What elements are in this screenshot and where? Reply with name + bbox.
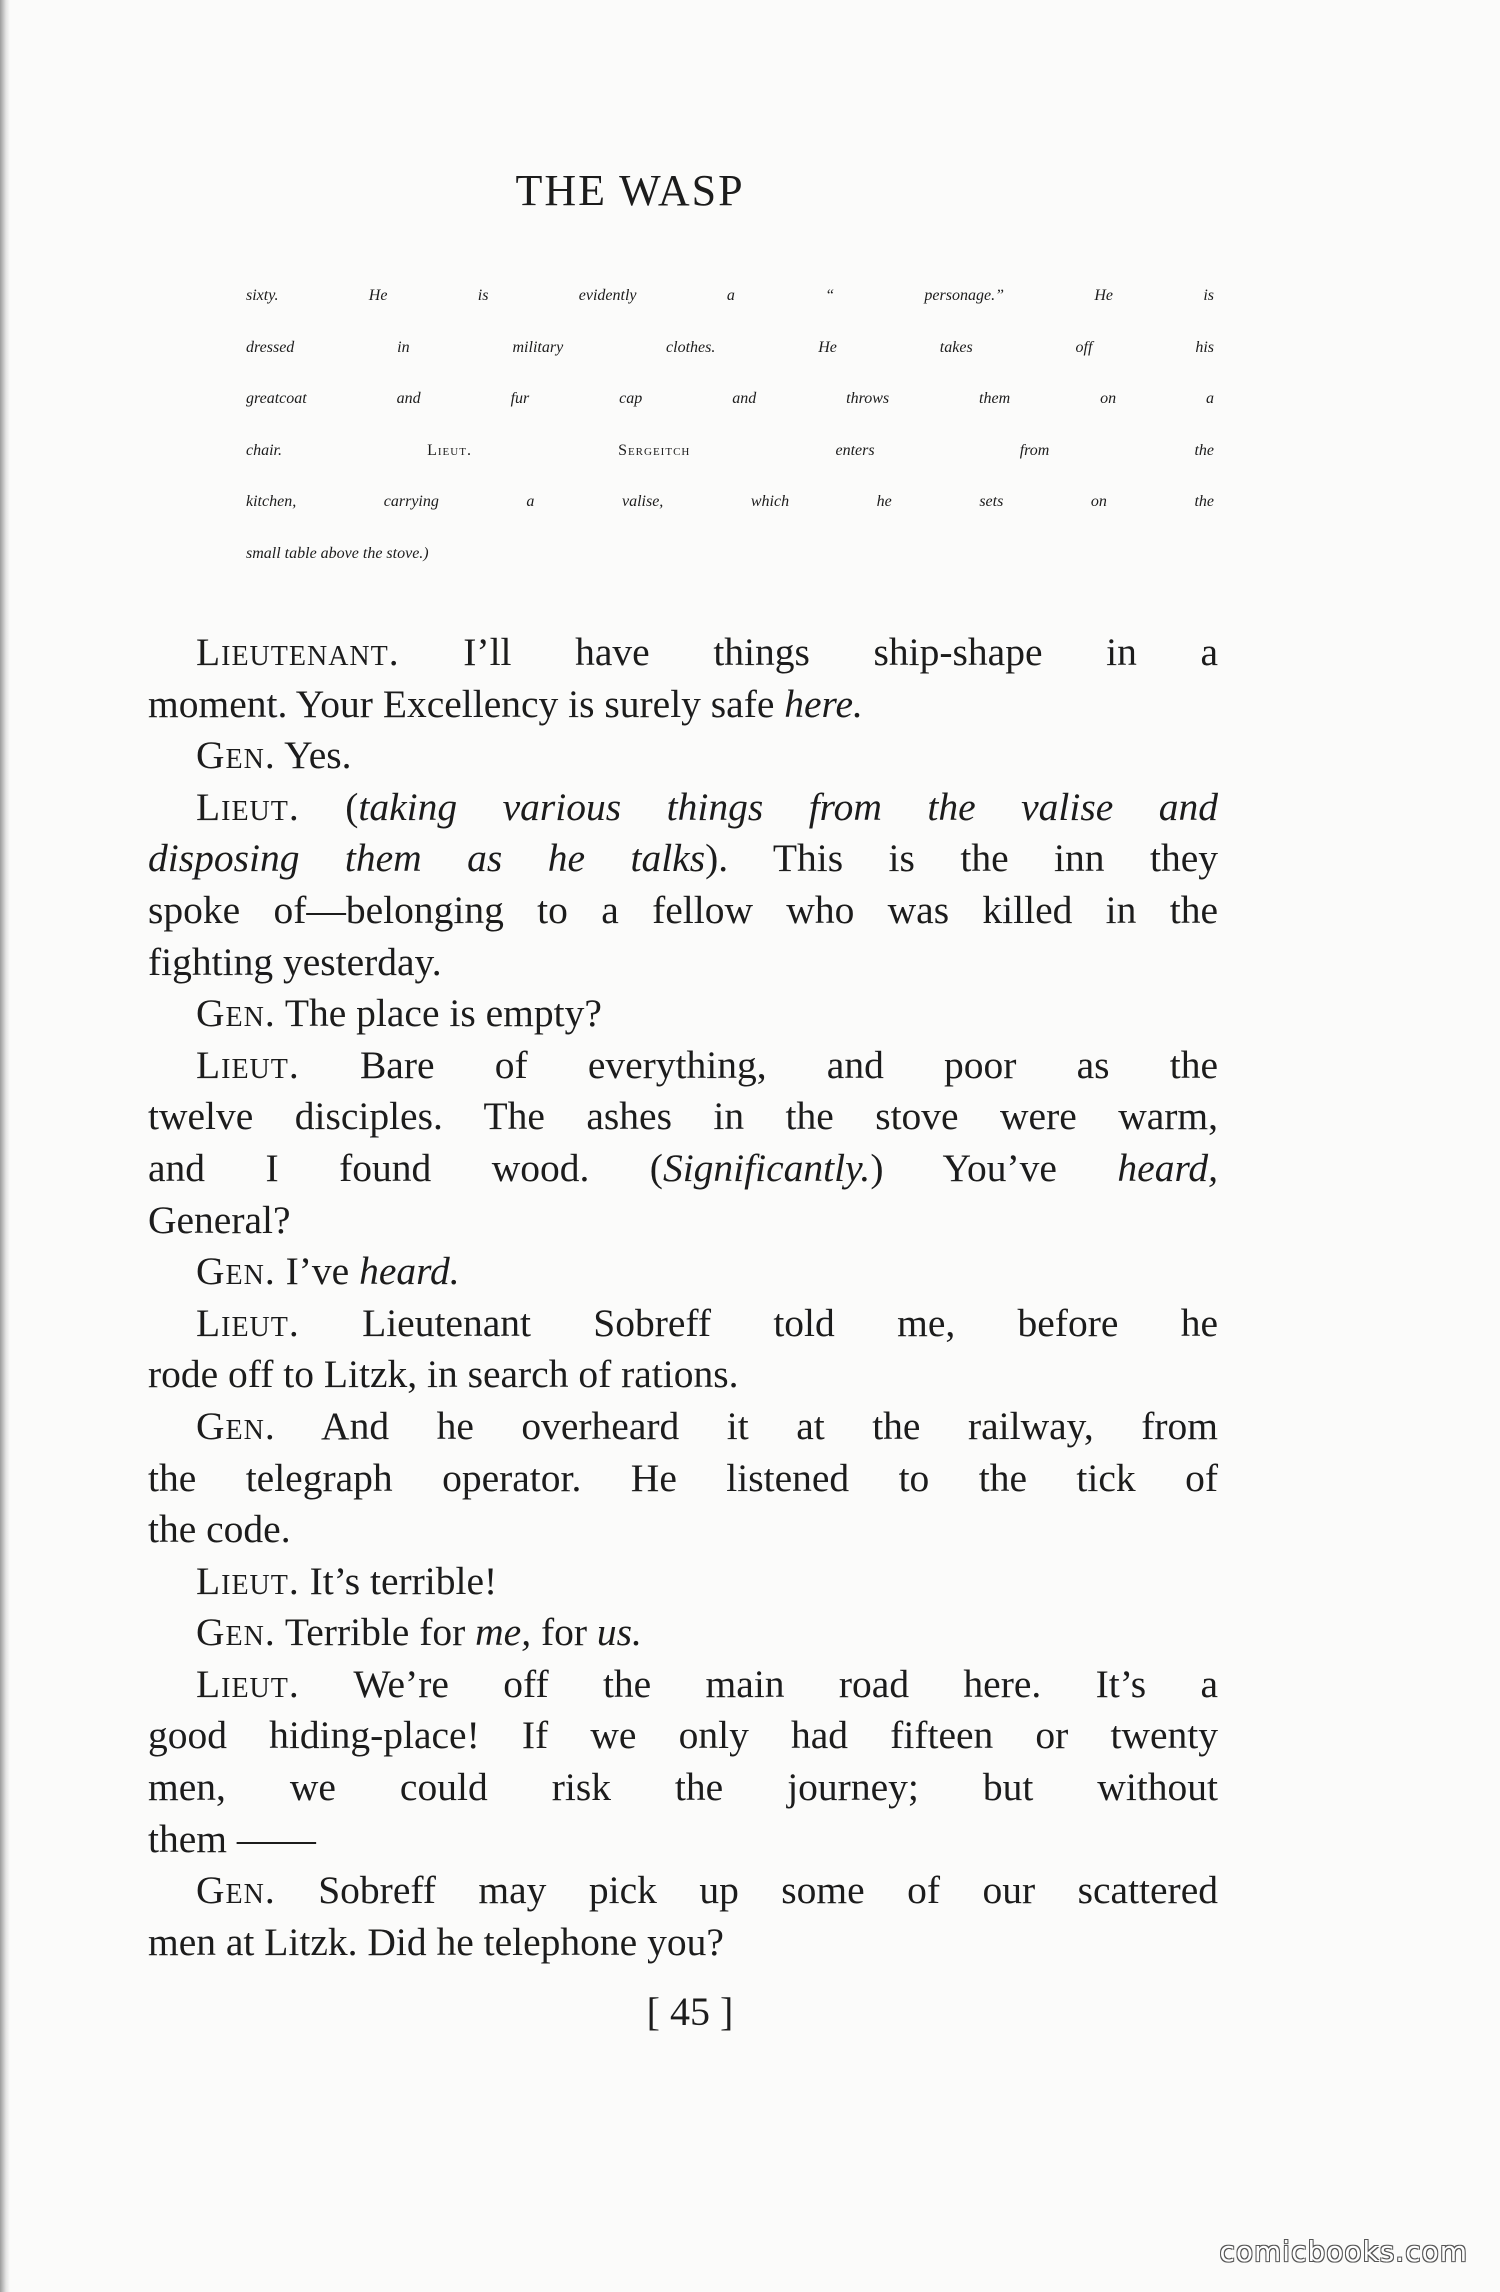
speaker-name: Lieut. [196,1558,300,1603]
dialogue-line [148,782,1218,834]
line-text: men at Litzk. Did he telephone you? [148,1919,724,1964]
line-text: ( [299,784,359,829]
speaker-name: Gen. [196,1868,276,1913]
speaker-name: Lieut. [196,1300,300,1345]
speaker-name: Gen. [196,991,276,1036]
line-text: ) You’ve [870,1145,1118,1190]
dialogue-line [148,1504,1218,1556]
dialogue-line [148,1143,1218,1195]
stage-direction-line [246,425,1214,477]
line-text: the telegraph operator. He listened to the tick of [148,1455,1218,1500]
italic-text: us. [596,1610,642,1655]
italic-text: heard. [359,1249,460,1294]
line-text: good hiding-place! If we only had fifteen or twenty [148,1713,1218,1758]
dialogue-line [148,730,1218,782]
line-text: rode off to Litzk, in search of rations. [148,1352,739,1397]
line-text: Yes. [275,733,352,778]
speaker-name: Lieutenant. [196,630,400,674]
dialogue-line [148,627,1218,679]
line-text: men, we could risk the journey; but without [148,1765,1218,1810]
character-name: Lieut. Sergeitch [427,441,691,459]
line-text: spoke of—belonging to a fellow who was killed in the [148,887,1218,932]
line-text: fighting yesterday. [148,939,442,984]
dialogue-line [148,1349,1218,1401]
line-text: Lieutenant Sobreff told me, before he [299,1300,1218,1345]
dialogue-line [148,1246,1218,1298]
dialogue-line [148,1865,1218,1917]
line-text: I’ll have things ship-shape in a [399,630,1218,674]
stage-direction-line: small table above the stove.) [246,544,429,562]
italic-text: me, [475,1610,532,1655]
line-text: Sobreff may pick up some of our scattered [275,1868,1218,1913]
stage-direction-line: sixty. He is evidently a “ personage.” He is [246,287,1214,304]
line-text: And he overheard it at the railway, from [275,1403,1218,1448]
dialogue-line [148,1607,1218,1659]
line-text: Terrible for [275,1610,476,1655]
stage-direction [246,270,1214,580]
dialogue-line [148,885,1218,937]
line-text: We’re off the main road here. It’s a [299,1661,1218,1706]
dialogue-line [148,833,1218,885]
stage-direction-line: kitchen, carrying a valise, which he sets on the [246,493,1214,511]
dialogue-block [148,627,1218,1968]
line-text: I’ve [275,1249,360,1294]
italic-text: heard, [1117,1145,1218,1190]
dialogue-line [148,988,1218,1040]
watermark: comicbooks.com [1219,2235,1468,2268]
dialogue-line [148,1298,1218,1350]
line-text: and I found wood. ( [148,1145,663,1190]
speaker-name: Lieut. [196,1661,300,1706]
page-number: [ 45 ] [646,1989,734,2034]
line-text: It’s terrible! [299,1558,498,1603]
page-edge-shadow [0,0,10,2292]
line-text: the code. [148,1507,291,1552]
italic-text: Significantly. [662,1145,871,1190]
italic-text: here. [784,681,863,726]
speaker-name: Gen. [196,1610,276,1655]
dialogue-line [148,1195,1218,1247]
dialogue-line [148,1917,1218,1969]
dialogue-line [148,1556,1218,1608]
dialogue-line [148,1091,1218,1143]
dialogue-line [148,1453,1218,1505]
italic-text: disposing them as he talks [148,836,706,881]
line-text: General? [148,1197,291,1242]
dialogue-line [148,1710,1218,1762]
line-text: ). This is the inn they [705,836,1219,881]
speaker-name: Gen. [196,733,276,778]
speaker-name: Gen. [196,1403,276,1448]
stage-text: chair. [246,441,428,459]
line-text: them —— [148,1816,316,1861]
italic-text: taking various things from the valise and [358,784,1218,829]
running-header: THE WASP [515,166,745,215]
stage-direction-line: greatcoat and fur cap and throws them on a [246,390,1214,408]
dialogue-line [148,1762,1218,1814]
dialogue-line [148,1814,1218,1866]
stage-direction-line: dressed in military clothes. He takes off his [246,338,1214,356]
speaker-name: Lieut. [196,784,300,829]
line-text: twelve disciples. The ashes in the stove were warm, [148,1094,1218,1139]
dialogue-line [148,1659,1218,1711]
dialogue-line [148,1401,1218,1453]
dialogue-line [148,679,1218,731]
speaker-name: Lieut. [196,1042,300,1087]
line-text: Bare of everything, and poor as the [299,1042,1218,1087]
speaker-name: Gen. [196,1249,276,1294]
line-text: moment. Your Excellency is surely safe [148,681,785,726]
line-text: for [531,1610,597,1655]
dialogue-line [148,937,1218,989]
dialogue-line [148,1040,1218,1092]
line-text: The place is empty? [275,991,602,1036]
stage-text: enters from the [690,441,1215,459]
